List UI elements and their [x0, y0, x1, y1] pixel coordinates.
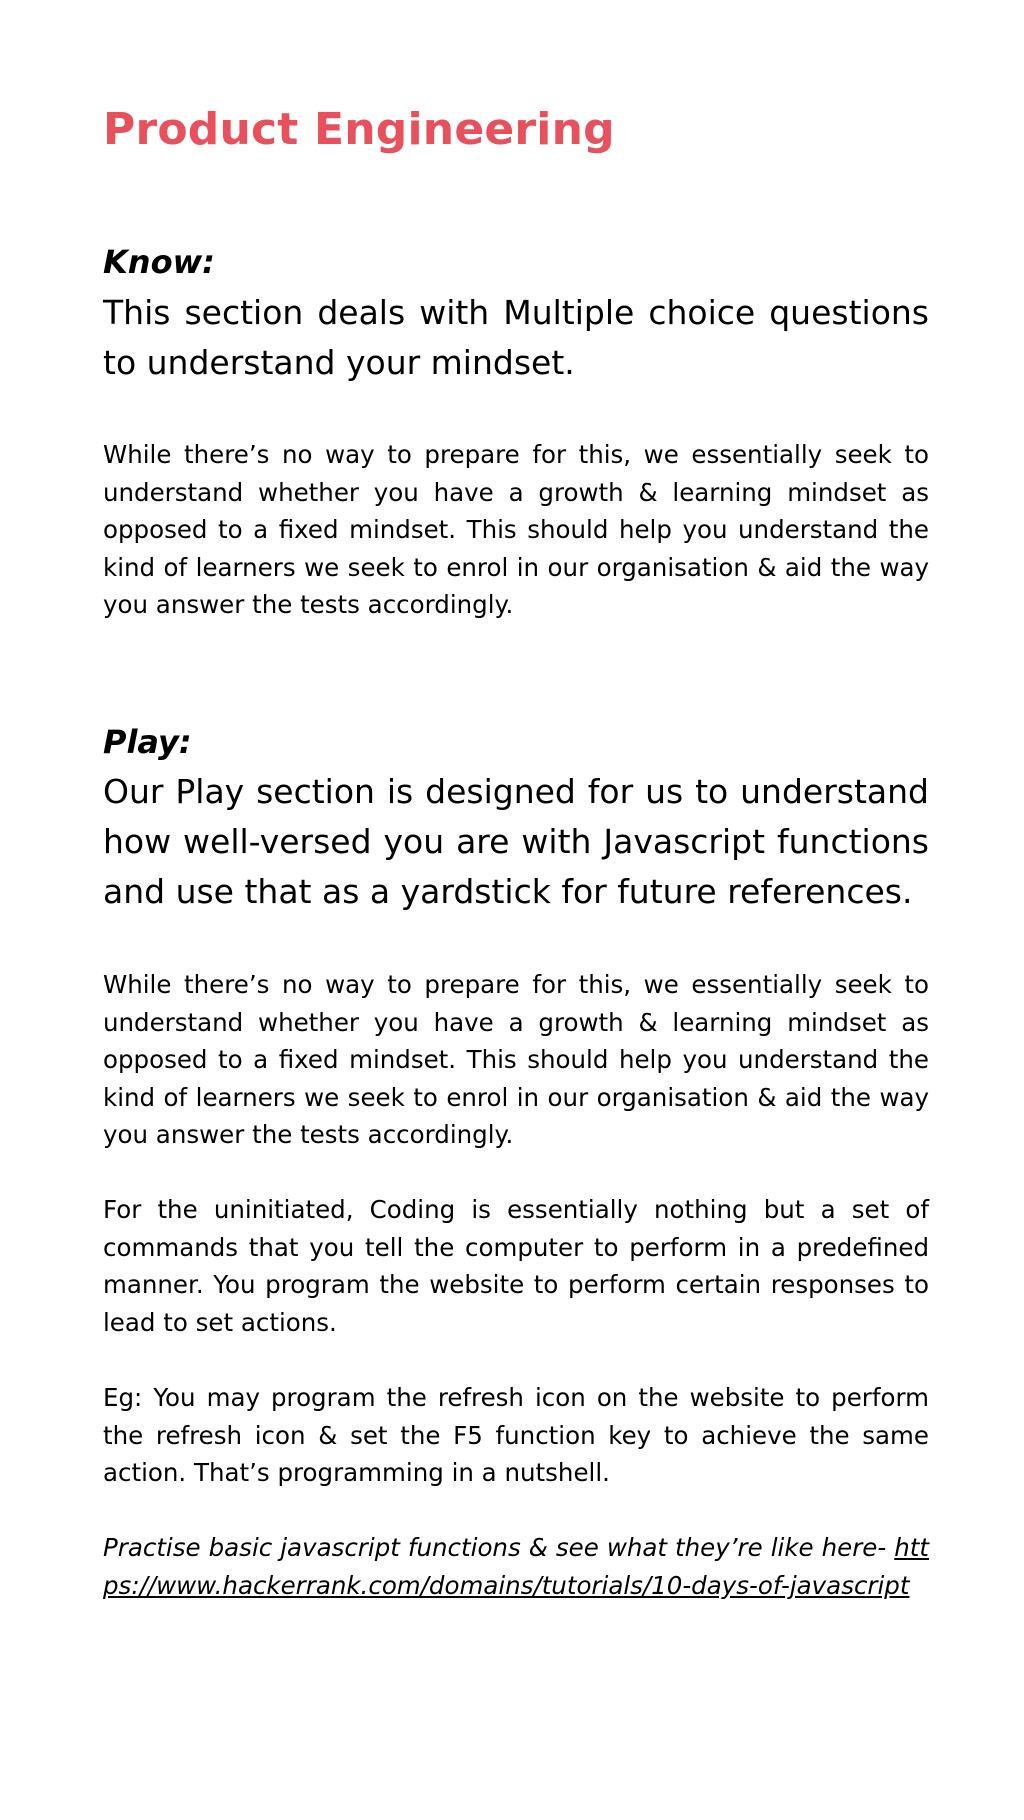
know-heading: Know: [103, 243, 215, 281]
know-paragraph: While there’s no way to prepare for this, we essentially seek to understand whether you have a growth & learning mindset as opposed to a fixed mindset. This should help you understand the kind of learners we seek to enrol in our organisation & aid the way you answer the tests accordingly. [103, 440, 929, 619]
know-lead: This section deals with Multiple choice questions to understand your mindset. [103, 293, 929, 382]
play-paragraph-3: Eg: You may program the refresh icon on the website to perform the refresh icon & set the F5 function key to achieve the same action. That’s programming in a nutshell. [103, 1383, 929, 1487]
play-lead: Our Play section is designed for us to understand how well-versed you are with Javascript functions and use that as a yardstick for future references. [103, 772, 929, 911]
practice-paragraph [103, 1529, 929, 1604]
play-paragraph-1: While there’s no way to prepare for this, we essentially seek to understand whether you have a growth & learning mindset as opposed to a fixed mindset. This should help you understand the kind of learners we seek to enrol in our organisation & aid the way you answer the tests accordingly. [103, 970, 929, 1149]
page-title: Product Engineering [103, 104, 615, 155]
hackerrank-link[interactable]: https://www.hackerrank.com/domains/tutorials/10-days-of-javascript [103, 1533, 929, 1600]
play-paragraph-2: For the uninitiated, Coding is essentially nothing but a set of commands that you tell the computer to perform in a predefined manner. You program the website to perform certain responses to lead to set actions. [103, 1195, 929, 1337]
practice-text: Practise basic javascript functions & see what they’re like here- [103, 1533, 887, 1562]
play-heading: Play: [103, 723, 192, 761]
